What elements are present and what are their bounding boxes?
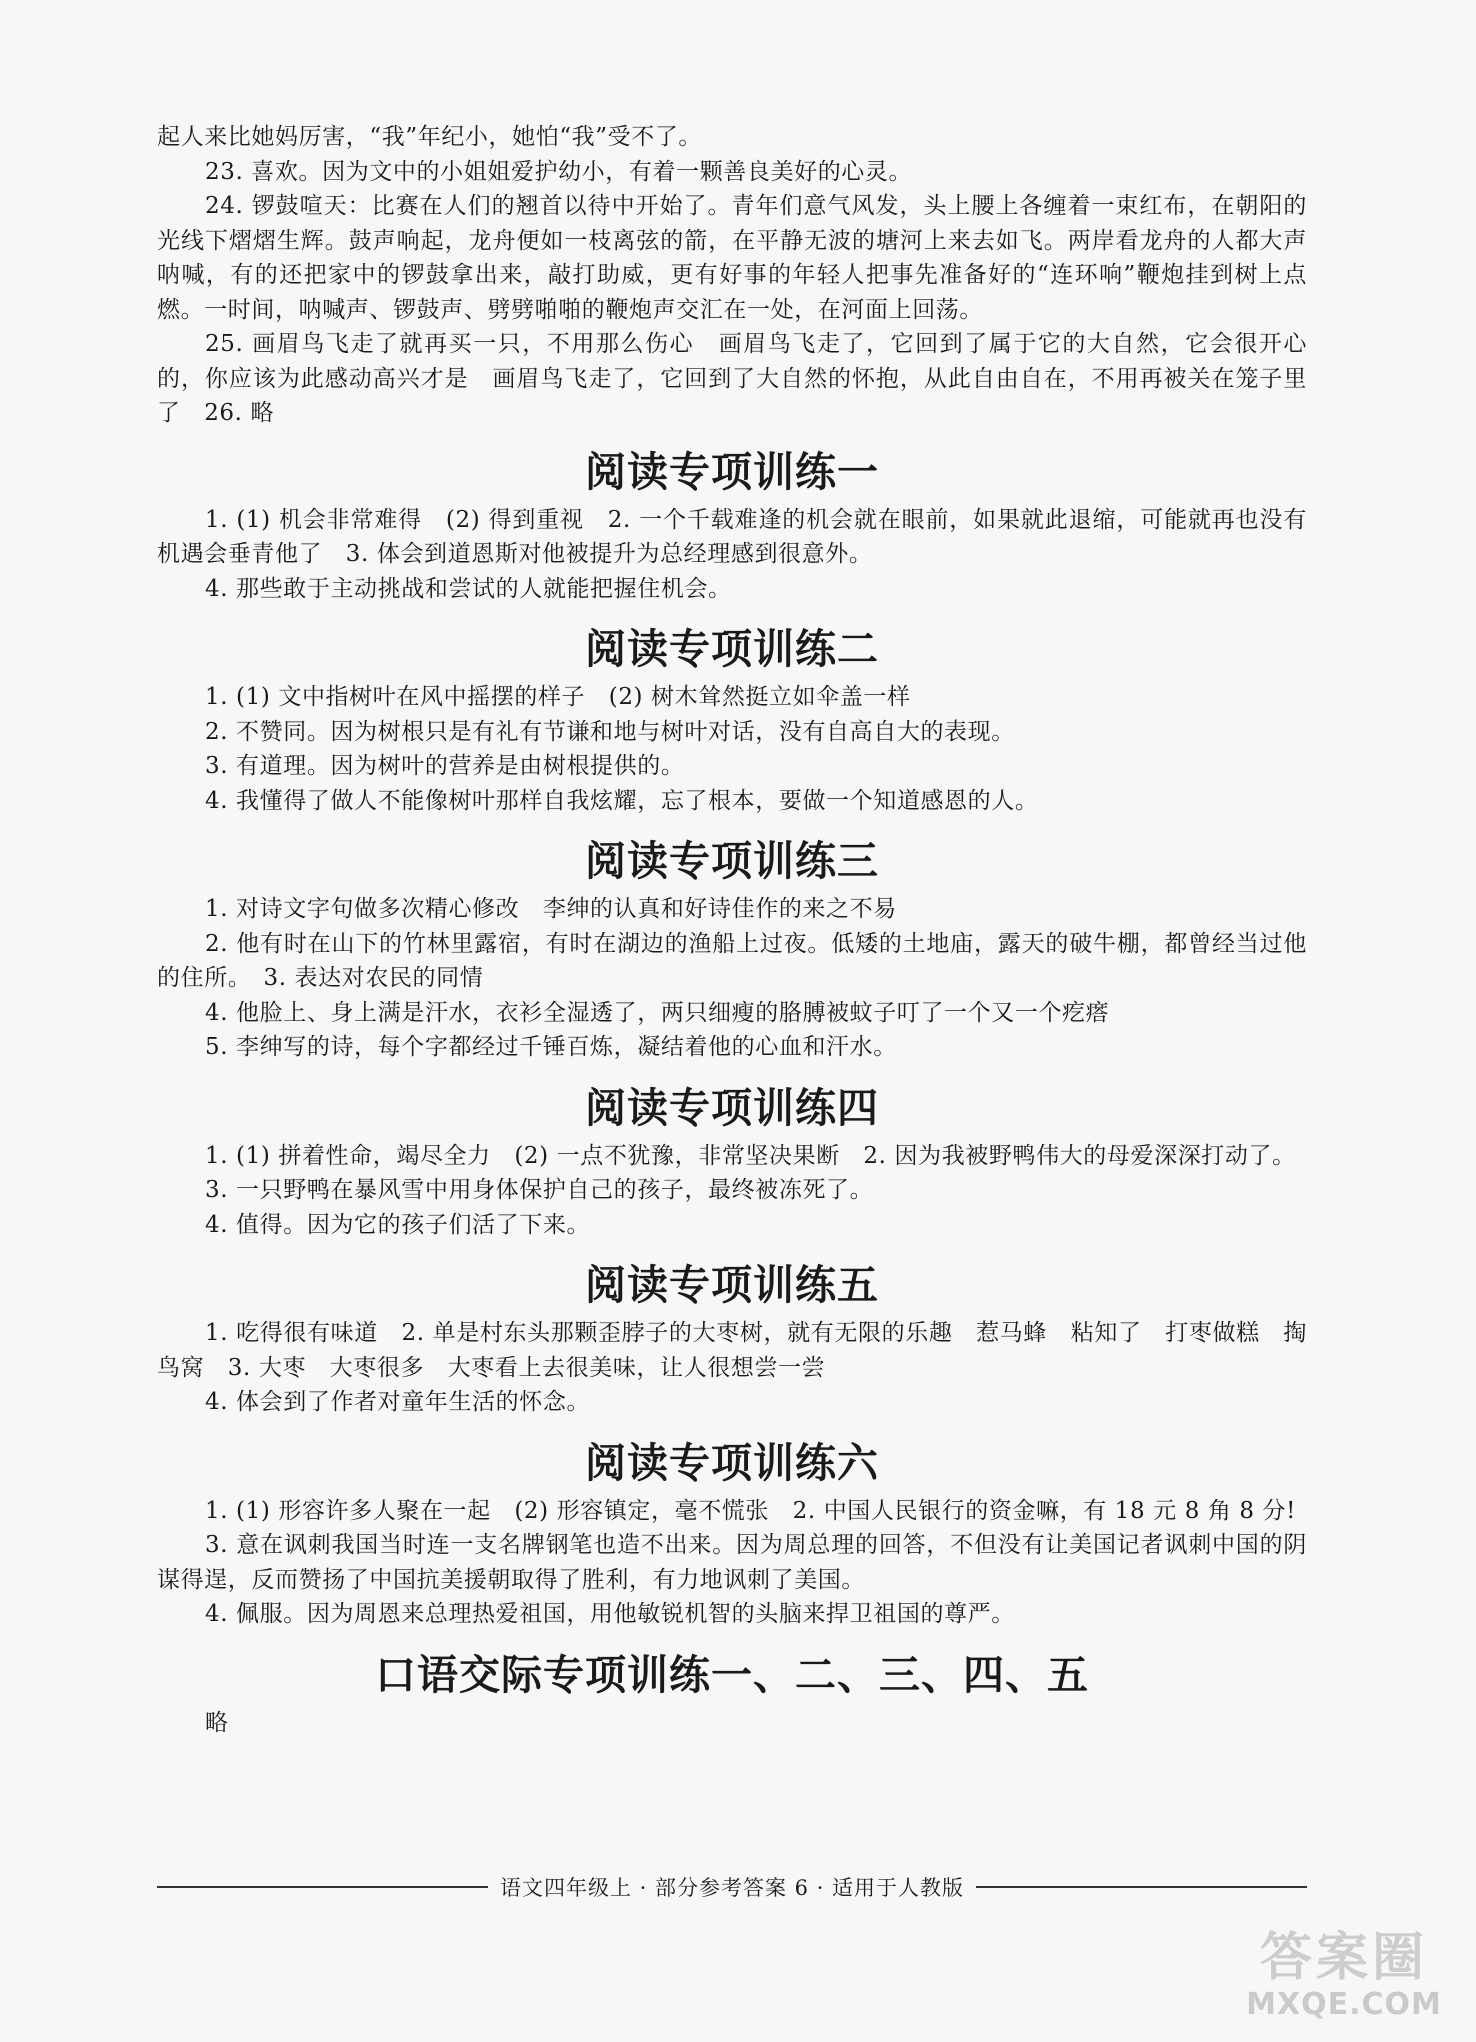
answer-line: 3. 有道理。因为树叶的营养是由树根提供的。	[205, 753, 685, 779]
answer-line: 4. 那些敢于主动挑战和尝试的人就能把握住机会。	[205, 575, 732, 602]
answer-line: 1. (1) 机会非常难得 (2) 得到重视 2. 一个千载难逢的机会就在眼前，如果就此退缩，可能就再也没有机遇会垂青他了 3. 体会到道恩斯对他被提升为总经理感到很意外。	[157, 506, 1307, 567]
answer-line: 2. 不赞同。因为树根只是有礼有节谦和地与树叶对话，没有自高自大的表现。	[205, 718, 1015, 745]
answer-line: 2. 他有时在山下的竹林里露宿，有时在湖边的渔船上过夜。低矮的土地庙，露天的破牛棚，都曾经当过他的住所。 3. 表达对农民的同情	[157, 930, 1307, 991]
section-title: 口语交际专项训练一、二、三、四、五	[375, 1650, 1089, 1699]
watermark-url: MXQE.COM	[1246, 1987, 1442, 2022]
answer-line: 1. (1) 拼着性命，竭尽全力 (2) 一点不犹豫，非常坚决果断 2. 因为我被野鸭伟大的母爱深深打动了。	[205, 1142, 1296, 1169]
answer-line: 4. 我懂得了做人不能像树叶那样自我炫耀，忘了根本，要做一个知道感恩的人。	[205, 787, 1039, 814]
watermark-logo: 答案圈	[1259, 1928, 1428, 1988]
answer-line: 1. (1) 形容许多人聚在一起 (2) 形容镇定，毫不慌张 2. 中国人民银行的资金嘛，有 18 元 8 角 8 分!	[205, 1497, 1296, 1524]
answer-line: 4. 值得。因为它的孩子们活了下来。	[205, 1211, 591, 1238]
section-title: 阅读专项训练三	[585, 837, 879, 885]
section-title: 阅读专项训练四	[585, 1083, 879, 1132]
answer-line: 4. 体会到了作者对童年生活的怀念。	[205, 1389, 591, 1415]
answer-line: 3. 一只野鸭在暴风雪中用身体保护自己的孩子，最终被冻死了。	[205, 1177, 874, 1203]
intro-line: 23. 喜欢。因为文中的小姐姐爱护幼小，有着一颗善良美好的心灵。	[205, 158, 913, 185]
page-footer	[157, 1870, 1307, 1904]
answer-line: 1. 对诗文字句做多次精心修改 李绅的认真和好诗佳作的来之不易	[205, 896, 897, 922]
section-reading-1	[157, 441, 1307, 607]
intro-line: 25. 画眉鸟飞走了就再买一只，不用那么伤心 画眉鸟飞走了，它回到了属于它的大自然，它会很开心的，你应该为此感动高兴才是 画眉鸟飞走了，它回到了大自然的怀抱，从此自由自在，不用再被关在笼子里了 26. 略	[157, 331, 1307, 426]
watermark	[1234, 1928, 1454, 2028]
section-title: 阅读专项训练一	[585, 447, 879, 496]
section-reading-5	[157, 1254, 1307, 1420]
answer-line: 5. 李绅写的诗，每个字都经过千锤百炼，凝结着他的心血和汗水。	[205, 1034, 897, 1060]
footer-rule-right	[976, 1886, 1307, 1888]
intro-line: 24. 锣鼓喧天：比赛在人们的翘首以待中开始了。青年们意气风发，头上腰上各缠着一束红布，在朝阳的光线下熠熠生辉。鼓声响起，龙舟便如一枝离弦的箭，在平静无波的塘河上来去如飞。两岸看龙舟的人都大声呐喊，有的还把家中的锣鼓拿出来，敲打助威，更有好事的年轻人把事先准备好的“连环响”鞭炮挂到树上点燃。一时间，呐喊声、锣鼓声、劈劈啪啪的鞭炮声交汇在一处，在河面上回荡。	[157, 193, 1307, 323]
section-reading-3	[157, 830, 1307, 1065]
answer-line: 略	[205, 1709, 229, 1736]
section-reading-4	[157, 1077, 1307, 1243]
intro-line: 起人来比她妈厉害，“我”年纪小，她怕“我”受不了。	[157, 124, 703, 150]
section-title: 阅读专项训练五	[585, 1261, 879, 1309]
page-content	[157, 120, 1307, 1752]
answer-line: 4. 佩服。因为周恩来总理热爱祖国，用他敏锐机智的头脑来捍卫祖国的尊严。	[205, 1601, 1015, 1627]
answer-line: 4. 他脸上、身上满是汗水，衣衫全湿透了，两只细瘦的胳膊被蚊子叮了一个又一个疙瘩	[205, 999, 1110, 1026]
intro-block	[157, 120, 1307, 431]
section-title: 阅读专项训练六	[585, 1438, 879, 1487]
answer-line: 3. 意在讽刺我国当时连一支名牌钢笔也造不出来。因为周总理的回答，不但没有让美国记者讽刺中国的阴谋得逞，反而赞扬了中国抗美援朝取得了胜利，有力地讽刺了美国。	[157, 1532, 1307, 1593]
section-reading-2	[157, 618, 1307, 818]
answer-line: 1. (1) 文中指树叶在风中摇摆的样子 (2) 树木耸然挺立如伞盖一样	[205, 684, 911, 710]
section-oral	[157, 1644, 1307, 1741]
section-reading-6	[157, 1432, 1307, 1632]
section-title: 阅读专项训练二	[585, 625, 879, 673]
answer-line: 1. 吃得很有味道 2. 单是村东头那颗歪脖子的大枣树，就有无限的乐趣 惹马蜂 粘知了 打枣做糕 掏鸟窝 3. 大枣 大枣很多 大枣看上去很美味，让人很想尝一尝	[157, 1320, 1307, 1381]
footer-text: 语文四年级上 · 部分参考答案 6 · 适用于人教版	[499, 1876, 965, 1900]
footer-rule-left	[157, 1886, 488, 1888]
